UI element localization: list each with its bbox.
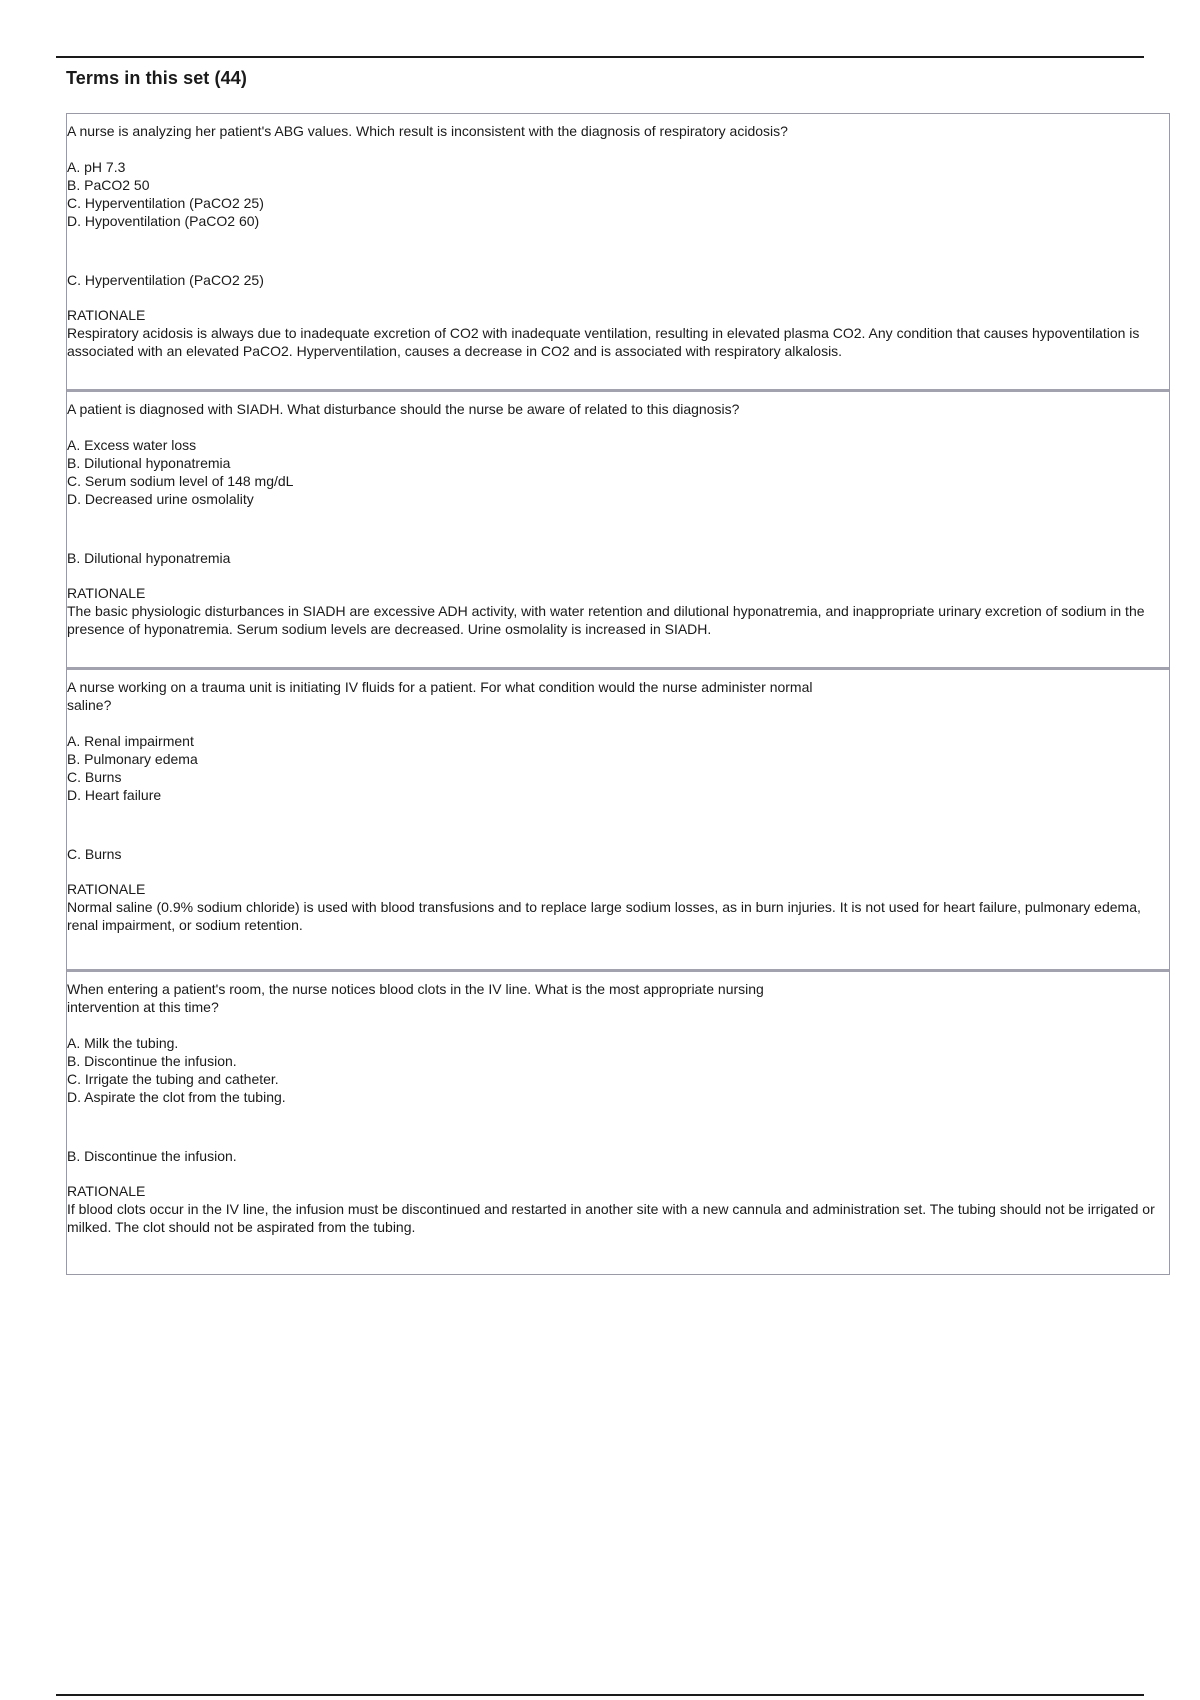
question-text: A patient is diagnosed with SIADH. What disturbance should the nurse be aware of related to this diagnosis? bbox=[67, 401, 740, 417]
rationale-label: RATIONALE bbox=[67, 585, 146, 601]
option-a: A. Excess water loss bbox=[67, 437, 197, 453]
term-card bbox=[67, 392, 1169, 670]
option-c: C. Burns bbox=[67, 769, 122, 785]
option-b: B. Pulmonary edema bbox=[67, 751, 198, 767]
rationale-label: RATIONALE bbox=[67, 881, 146, 897]
rationale-text: Normal saline (0.9% sodium chloride) is used with blood transfusions and to replace large sodium losses, as in burn injuries. It is not used for heart failure, pulmonary edema, renal impairment, or sodium retention. bbox=[67, 899, 1141, 933]
answer-text: B. Dilutional hyponatremia bbox=[67, 550, 231, 566]
rationale-text: Respiratory acidosis is always due to inadequate excretion of CO2 with inadequate ventilation, resulting in elevated plasma CO2. Any condition that causes hypoventilation is associated with an elevated PaCO2. Hyperventilation, causes a decrease in CO2 and is associated with respiratory alkalosis. bbox=[67, 325, 1140, 359]
option-c: C. Irrigate the tubing and catheter. bbox=[67, 1071, 279, 1087]
options-list bbox=[67, 1034, 1169, 1106]
rationale-label: RATIONALE bbox=[67, 1183, 146, 1199]
option-b: B. Dilutional hyponatremia bbox=[67, 455, 231, 471]
question-text: A nurse is analyzing her patient's ABG values. Which result is inconsistent with the diagnosis of respiratory acidosis? bbox=[67, 123, 788, 139]
rationale-text: If blood clots occur in the IV line, the infusion must be discontinued and restarted in another site with a new cannula and administration set. The tubing should not be irrigated or milked. The clot should not be aspirated from the tubing. bbox=[67, 1201, 1155, 1235]
term-card bbox=[67, 972, 1169, 1274]
answer-text: C. Hyperventilation (PaCO2 25) bbox=[67, 272, 264, 288]
option-a: A. Renal impairment bbox=[67, 733, 194, 749]
option-d: D. Heart failure bbox=[67, 787, 162, 803]
bottom-divider bbox=[56, 1694, 1144, 1696]
options-list bbox=[67, 732, 1169, 804]
rationale-label: RATIONALE bbox=[67, 307, 146, 323]
option-b: B. PaCO2 50 bbox=[67, 177, 150, 193]
term-card bbox=[67, 114, 1169, 392]
top-divider bbox=[56, 56, 1144, 58]
terms-table bbox=[66, 113, 1170, 1275]
options-list bbox=[67, 436, 1169, 508]
answer-text: C. Burns bbox=[67, 846, 122, 862]
question-text: A nurse working on a trauma unit is initiating IV fluids for a patient. For what condition would the nurse administer normal saline? bbox=[67, 679, 813, 713]
page-title: Terms in this set (44) bbox=[66, 68, 247, 88]
option-d: D. Decreased urine osmolality bbox=[67, 491, 254, 507]
option-d: D. Aspirate the clot from the tubing. bbox=[67, 1089, 286, 1105]
options-list bbox=[67, 158, 1169, 230]
answer-text: B. Discontinue the infusion. bbox=[67, 1148, 237, 1164]
term-card bbox=[67, 670, 1169, 972]
option-c: C. Hyperventilation (PaCO2 25) bbox=[67, 195, 264, 211]
option-a: A. pH 7.3 bbox=[67, 159, 126, 175]
option-b: B. Discontinue the infusion. bbox=[67, 1053, 237, 1069]
option-a: A. Milk the tubing. bbox=[67, 1035, 179, 1051]
rationale-text: The basic physiologic disturbances in SIADH are excessive ADH activity, with water retention and dilutional hyponatremia, and inappropriate urinary excretion of sodium in the presence of hyponatremia. Serum sodium levels are decreased. Urine osmolality is increased in SIADH. bbox=[67, 603, 1145, 637]
option-c: C. Serum sodium level of 148 mg/dL bbox=[67, 473, 294, 489]
question-text: When entering a patient's room, the nurse notices blood clots in the IV line. What is the most appropriate nursing intervention at this time? bbox=[67, 981, 764, 1015]
option-d: D. Hypoventilation (PaCO2 60) bbox=[67, 213, 260, 229]
